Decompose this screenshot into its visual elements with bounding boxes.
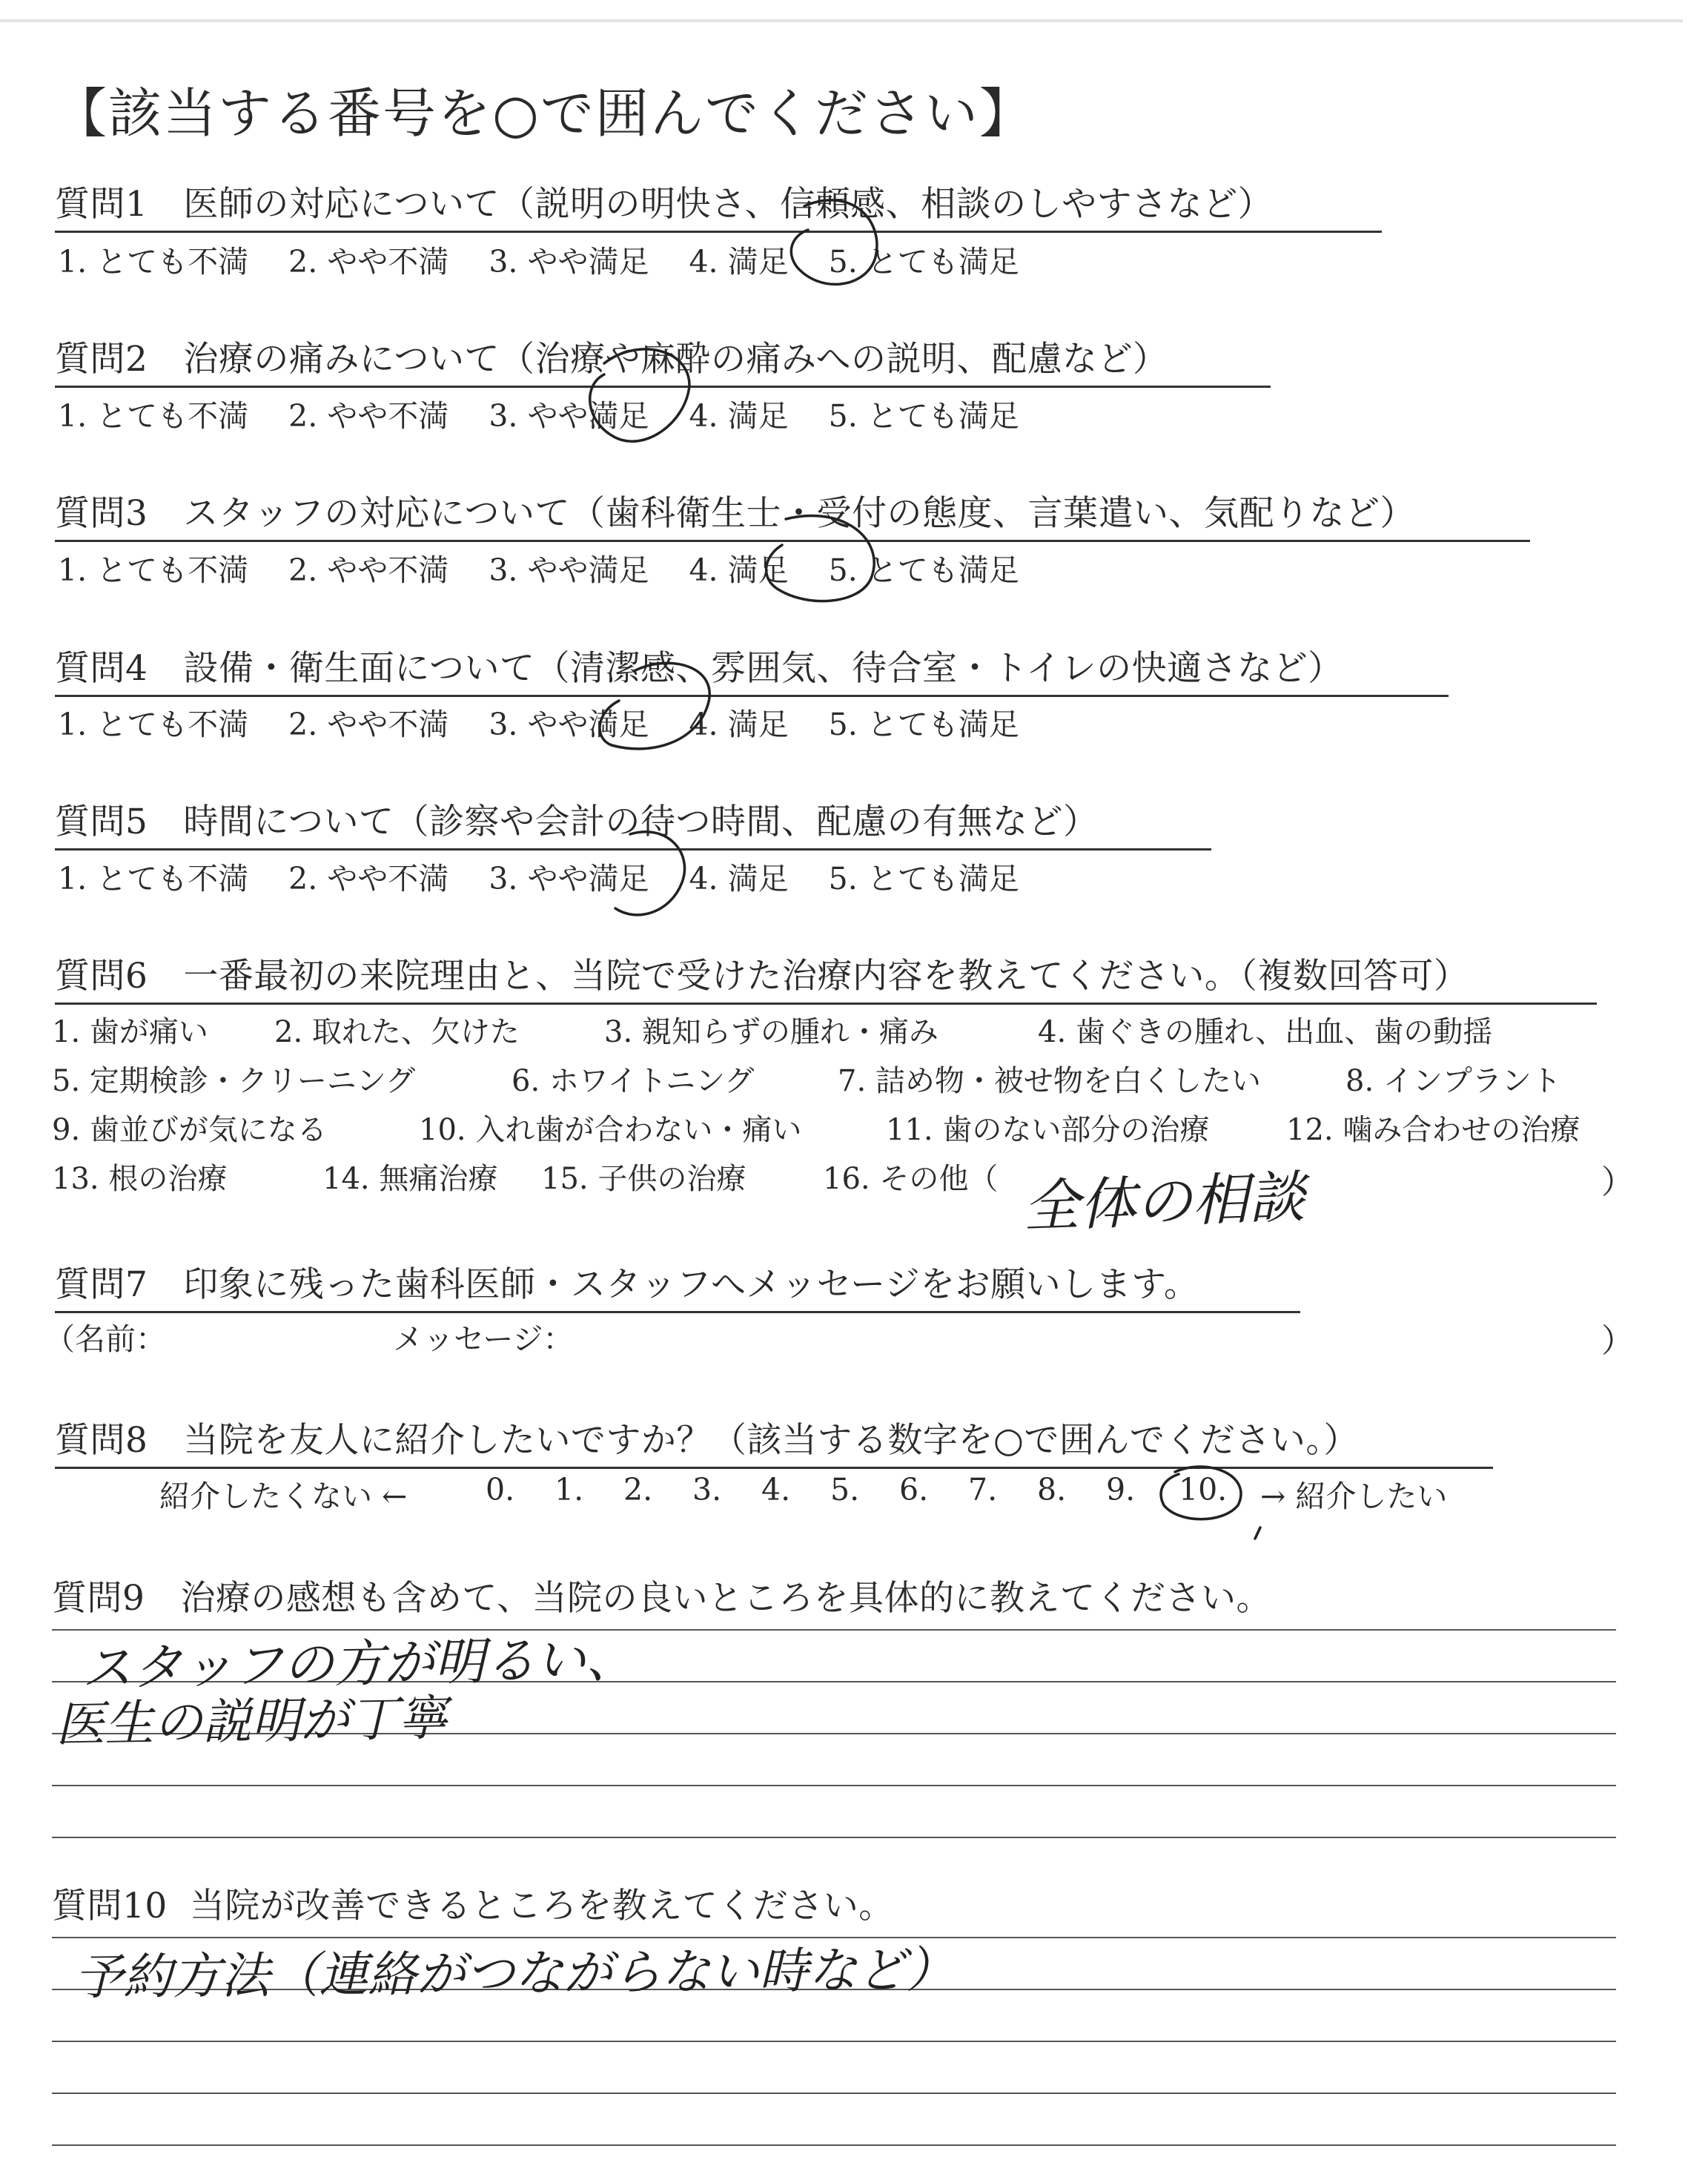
q10-answer-line-1: 予約方法（連絡がつながらない時など）	[73, 1941, 956, 2007]
q3-option-3[interactable]: 3. やや満足	[489, 552, 649, 588]
q1-option-4[interactable]: 4. 満足	[689, 244, 789, 280]
q6-option-10[interactable]: 10. 入れ歯が合わない・痛い	[419, 1113, 802, 1147]
q6-option-4[interactable]: 4. 歯ぐきの腫れ、出血、歯の動揺	[1038, 1015, 1493, 1049]
q3-option-5[interactable]: 5. とても満足	[828, 552, 1019, 588]
question-10	[52, 1878, 894, 1928]
q2-option-1[interactable]: 1. とても不満	[58, 398, 249, 434]
q6-other-handwritten: 全体の相談	[1022, 1163, 1306, 1240]
q2-option-2[interactable]: 2. やや不満	[288, 398, 449, 434]
question-1	[55, 176, 1382, 233]
question-6-options	[52, 1008, 1634, 1231]
question-9	[52, 1571, 1271, 1620]
q4-option-5[interactable]: 5. とても満足	[828, 707, 1019, 742]
q8-scale-10[interactable]: 10.	[1179, 1472, 1228, 1507]
question-6-text: 一番最初の来院理由と、当院で受けた治療内容を教えてください。（複数回答可）	[183, 956, 1469, 997]
q9-answer-line-2: 医生の説明が丁寧	[55, 1689, 448, 1754]
question-10-text: 当院が改善できるところを教えてください。	[189, 1886, 894, 1926]
question-3-options	[58, 546, 1059, 589]
question-2-label: 質問2	[55, 339, 148, 380]
question-1-options	[58, 237, 1059, 281]
q6-option-16[interactable]: 16. その他（	[823, 1162, 999, 1196]
q2-option-5[interactable]: 5. とても満足	[828, 398, 1019, 434]
q8-scale-2[interactable]: 2.	[623, 1472, 653, 1507]
question-5	[55, 794, 1211, 851]
q8-scale-8[interactable]: 8.	[1037, 1472, 1067, 1507]
q10-line-4	[52, 2093, 1616, 2094]
q6-option-9[interactable]: 9. 歯並びが気になる	[52, 1113, 327, 1147]
top-border	[0, 19, 1683, 22]
q3-option-2[interactable]: 2. やや不満	[288, 552, 449, 588]
q4-option-4[interactable]: 4. 満足	[689, 707, 789, 742]
q6-option-14[interactable]: 14. 無痛治療	[322, 1162, 498, 1196]
q9-line-4	[52, 1785, 1616, 1786]
question-4-text: 設備・衛生面について（清潔感、雰囲気、待合室・トイレの快適さなど）	[183, 648, 1343, 689]
q6-option-7[interactable]: 7. 詰め物・被せ物を白くしたい	[838, 1064, 1261, 1098]
question-1-label: 質問1	[55, 184, 148, 225]
q8-right-label: → 紹介したい	[1260, 1479, 1448, 1514]
q6-option-12[interactable]: 12. 噛み合わせの治療	[1286, 1113, 1580, 1147]
question-2-text: 治療の痛みについて（治療や麻酔の痛みへの説明、配慮など）	[183, 339, 1168, 380]
question-9-label: 質問9	[52, 1578, 145, 1619]
question-5-label: 質問5	[55, 802, 148, 842]
q6-other-close: ）	[1601, 1163, 1634, 1201]
question-7	[55, 1257, 1300, 1313]
question-10-label: 質問10	[52, 1886, 168, 1926]
question-2	[55, 331, 1271, 388]
question-7-text: 印象に残った歯科医師・スタッフへメッセージをお願いします。	[183, 1264, 1199, 1305]
question-4	[55, 641, 1449, 697]
question-5-options	[58, 854, 1059, 898]
q10-line-3	[52, 2041, 1616, 2042]
q8-scale-4[interactable]: 4.	[761, 1472, 791, 1507]
q5-option-5[interactable]: 5. とても満足	[828, 861, 1019, 896]
question-3-label: 質問3	[55, 493, 148, 534]
q1-option-3[interactable]: 3. やや満足	[489, 244, 649, 280]
q6-option-1[interactable]: 1. 歯が痛い	[52, 1015, 208, 1049]
q5-option-3[interactable]: 3. やや満足	[489, 861, 649, 896]
question-2-options	[58, 392, 1059, 435]
q1-option-2[interactable]: 2. やや不満	[288, 244, 449, 280]
q6-option-3[interactable]: 3. 親知らずの腫れ・痛み	[604, 1015, 939, 1049]
question-1-text: 医師の対応について（説明の明快さ、信頼感、相談のしやすさなど）	[183, 184, 1274, 225]
question-3-text: スタッフの対応について（歯科衛生士・受付の態度、言葉遣い、気配りなど）	[183, 493, 1415, 534]
question-6	[55, 948, 1597, 1005]
q1-option-1[interactable]: 1. とても不満	[58, 244, 249, 280]
q5-option-1[interactable]: 1. とても不満	[58, 861, 249, 896]
q4-option-3[interactable]: 3. やや満足	[489, 707, 649, 742]
q5-option-4[interactable]: 4. 満足	[689, 861, 789, 896]
q1-option-5[interactable]: 5. とても満足	[828, 244, 1019, 280]
question-4-label: 質問4	[55, 648, 148, 689]
question-3	[55, 486, 1530, 542]
q8-scale-9[interactable]: 9.	[1106, 1472, 1136, 1507]
q7-name-label: （名前：	[44, 1321, 166, 1357]
q10-line-5	[52, 2144, 1616, 2146]
q4-option-1[interactable]: 1. とても不満	[58, 707, 249, 742]
q7-close: ）	[1601, 1322, 1634, 1360]
q8-scale-0[interactable]: 0.	[486, 1472, 515, 1507]
q5-option-2[interactable]: 2. やや不満	[288, 861, 449, 896]
q2-option-4[interactable]: 4. 満足	[689, 398, 789, 434]
q6-option-2[interactable]: 2. 取れた、欠けた	[274, 1015, 520, 1049]
q6-option-15[interactable]: 15. 子供の治療	[541, 1162, 747, 1196]
q2-option-3[interactable]: 3. やや満足	[489, 398, 649, 434]
q8-scale-1[interactable]: 1.	[555, 1472, 584, 1507]
question-8	[55, 1413, 1493, 1469]
page-title: 【該当する番号を○で囲んでください】	[53, 82, 1034, 145]
q8-scale-5[interactable]: 5.	[830, 1472, 860, 1507]
q9-answer-line-1: スタッフの方が明るい、	[81, 1630, 637, 1699]
q4-option-2[interactable]: 2. やや不満	[288, 707, 449, 742]
q7-message-label: メッセージ：	[393, 1321, 574, 1357]
q6-option-11[interactable]: 11. 歯のない部分の治療	[886, 1113, 1210, 1147]
q8-scale-6[interactable]: 6.	[899, 1472, 929, 1507]
question-6-label: 質問6	[55, 956, 148, 997]
q6-option-5[interactable]: 5. 定期検診・クリーニング	[52, 1064, 416, 1098]
q8-scale-7[interactable]: 7.	[968, 1472, 998, 1507]
q6-option-13[interactable]: 13. 根の治療	[52, 1162, 228, 1196]
q3-option-1[interactable]: 1. とても不満	[58, 552, 249, 588]
question-9-text: 治療の感想も含めて、当院の良いところを具体的に教えてください。	[180, 1578, 1271, 1619]
q3-option-4[interactable]: 4. 満足	[689, 552, 789, 588]
q8-scale-3[interactable]: 3.	[692, 1472, 722, 1507]
question-5-text: 時間について（診察や会計の待つ時間、配慮の有無など）	[183, 802, 1099, 842]
q6-option-8[interactable]: 8. インプラント	[1345, 1064, 1561, 1098]
q6-option-6[interactable]: 6. ホワイトニング	[512, 1064, 755, 1098]
q8-tick-mark	[1255, 1527, 1260, 1539]
question-7-label: 質問7	[55, 1264, 148, 1305]
q8-left-label: 紹介したくない ←	[159, 1479, 408, 1514]
question-4-options	[58, 700, 1059, 744]
question-8-text: 当院を友人に紹介したいですか？（該当する数字を○で囲んでください。）	[183, 1420, 1359, 1461]
q9-line-5	[52, 1837, 1616, 1838]
question-8-label: 質問8	[55, 1420, 148, 1461]
